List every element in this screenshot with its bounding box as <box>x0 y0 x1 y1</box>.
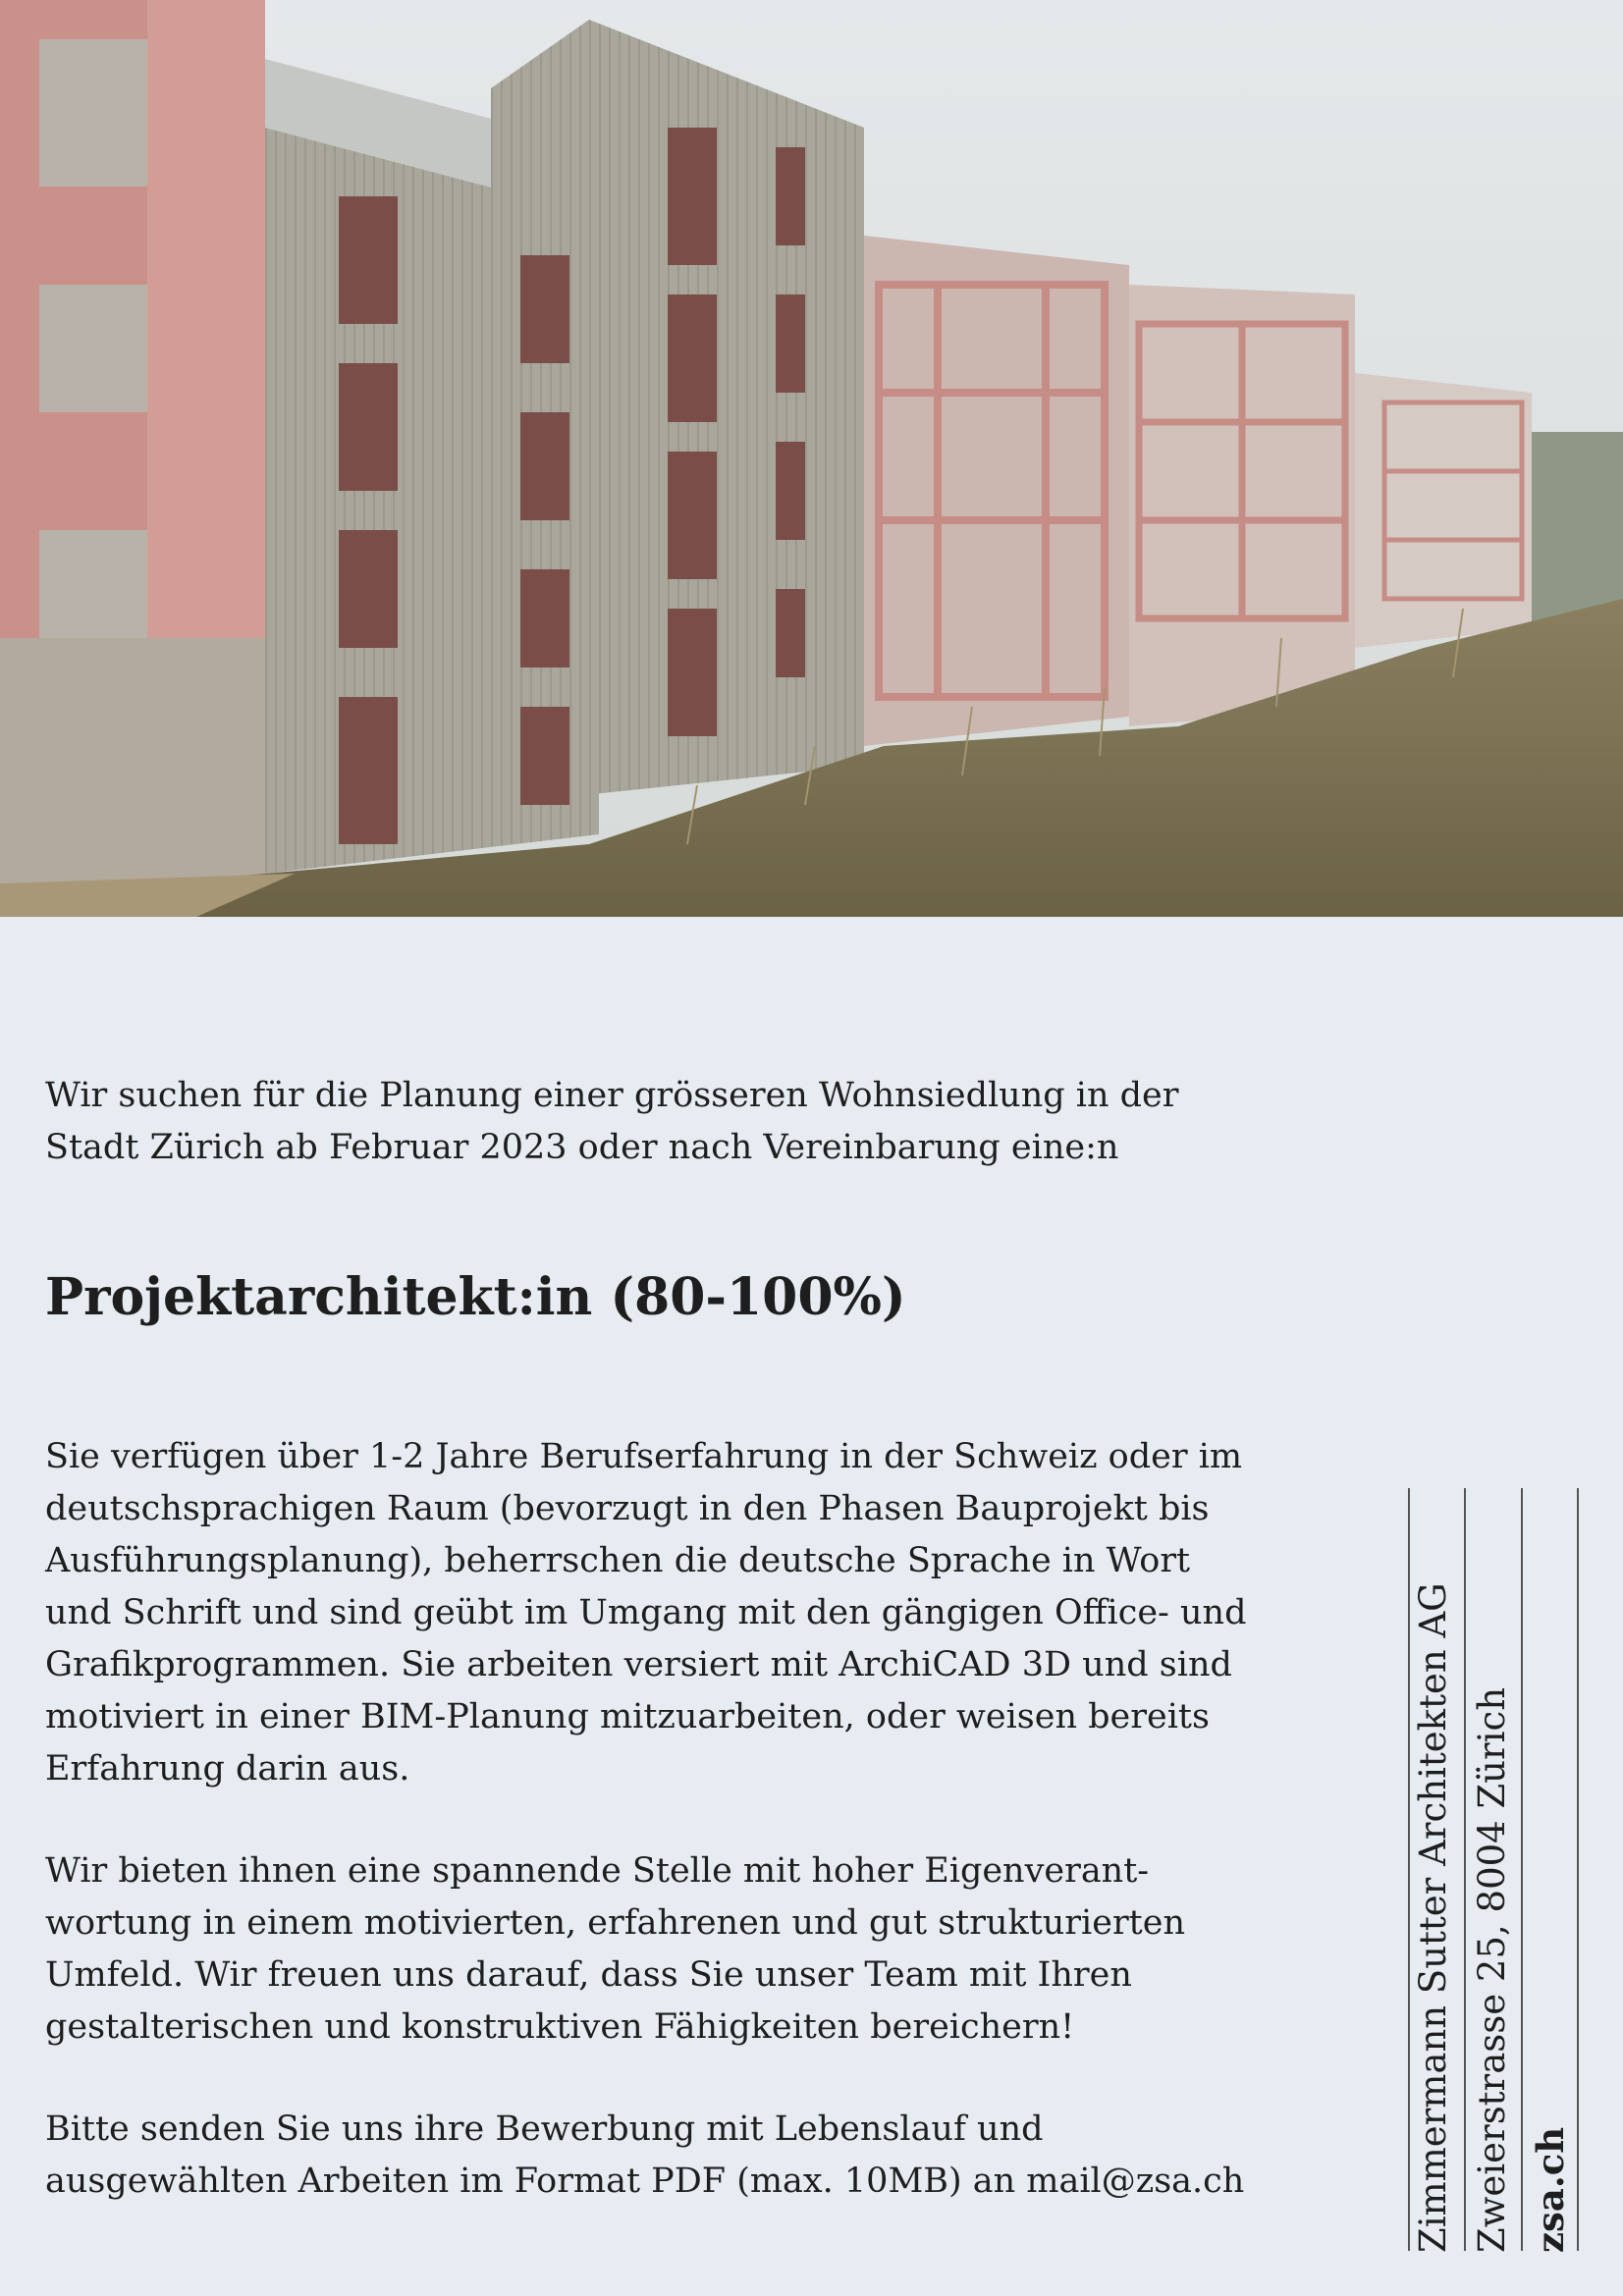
divider-rule <box>1521 1488 1523 2251</box>
building-rendering <box>0 0 1623 917</box>
company-name: Zimmermann Sutter Architekten AG <box>1412 1582 1454 2253</box>
hero-image <box>0 0 1623 917</box>
company-address: Zweierstrasse 25, 8004 Zürich <box>1471 1686 1513 2253</box>
offer-paragraph: Wir bieten ihnen eine spannende Stelle mit hoher Eigenverant-wortung in einem motivierten, erfahrenen und gut strukturierten Umfeld. Wir freuen uns darauf, dass Sie unser Team mit Ihren gestalterischen und konstruktiven Fähigkeiten bereichern! <box>45 1851 1185 2047</box>
divider-rule <box>1464 1488 1466 2251</box>
divider-rule <box>1408 1488 1410 2251</box>
requirements-paragraph: Sie verfügen über 1-2 Jahre Berufserfahrung in der Schweiz oder im deutschsprachigen Raum (bevorzugt in den Phasen Bauprojekt bis Ausführungsplanung), beherrschen die deutsche Sprache in Wort und Schrift und sind geübt im Umgang mit den gängigen Office- und Grafikprogrammen. Sie arbeiten versiert mit ArchiCAD 3D und sind motiviert in einer BIM-Planung mitzuarbeiten, oder weisen bereits Erfahrung darin aus. <box>45 1437 1247 1789</box>
company-website[interactable]: zsa.ch <box>1529 2126 1572 2253</box>
job-title: Projektarchitekt:in (80-100%) <box>45 1267 906 1327</box>
divider-rule <box>1577 1488 1579 2251</box>
application-paragraph: Bitte senden Sie uns ihre Bewerbung mit Lebenslauf und ausgewählten Arbeiten im Format PDF (max. 10MB) an mail@zsa.ch <box>45 2109 1245 2201</box>
intro-text: Wir suchen für die Planung einer grösseren Wohnsiedlung in der Stadt Zürich ab Februar 2023 oder nach Vereinbarung eine:n <box>45 1076 1179 1167</box>
